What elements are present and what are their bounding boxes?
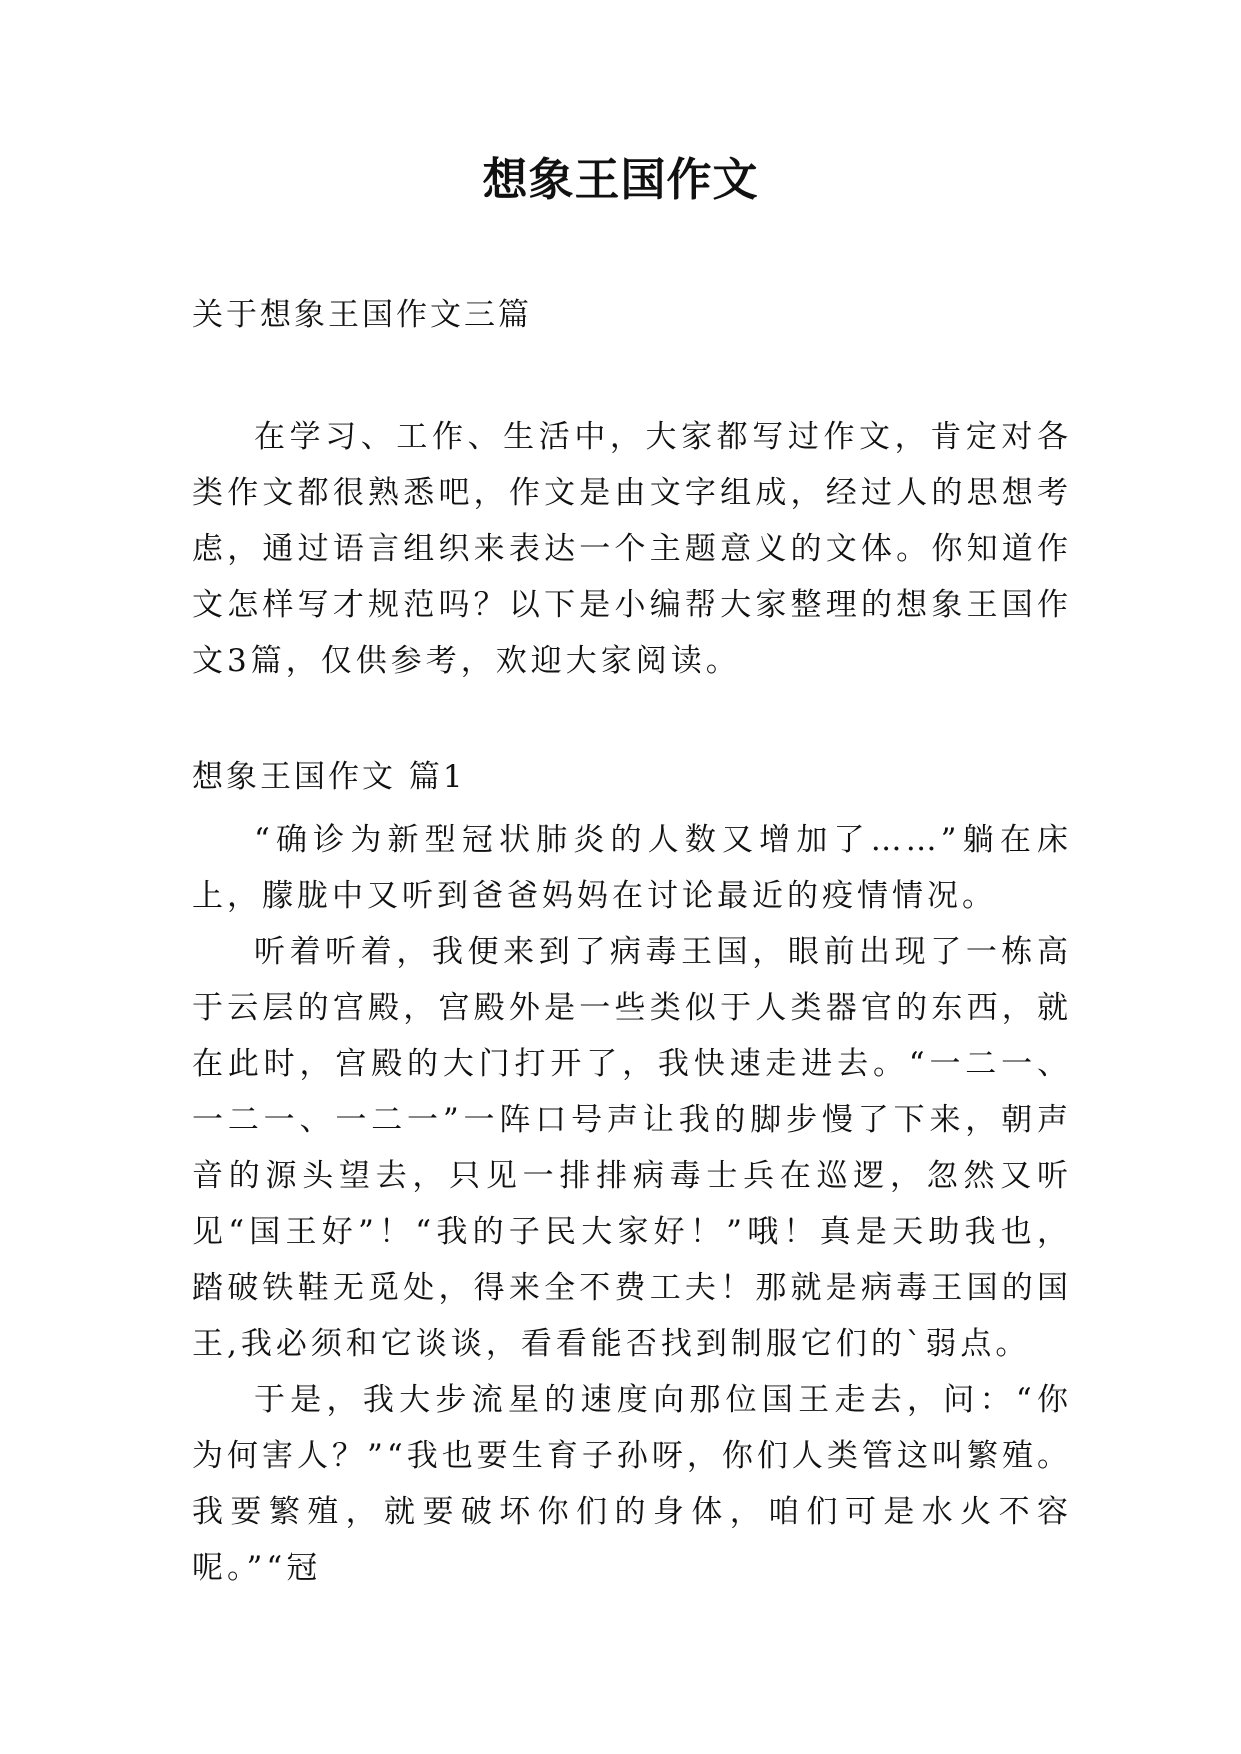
essay-paragraph: “确诊为新型冠状肺炎的人数又增加了……”躺在床上，朦胧中又听到爸爸妈妈在讨论最近的疫情情况。 (192, 822, 1072, 914)
essay-heading: 想象王国作文 篇1 (192, 759, 466, 795)
document-title: 想象王国作文 (482, 153, 759, 206)
intro-paragraph: 在学习、工作、生活中，大家都写过作文，肯定对各类作文都很熟悉吧，作文是由文字组成，经过人的思想考虑，通过语言组织来表达一个主题意义的文体。你知道作文怎样写才规范吗？以下是小编帮大家整理的想象王国作文3篇，仅供参考，欢迎大家阅读。 (192, 419, 1072, 679)
intro-section (192, 409, 1072, 689)
essay-paragraph: 听着听着，我便来到了病毒王国，眼前出现了一栋高于云层的宫殿，宫殿外是一些类似于人类器官的东西，就在此时，宫殿的大门打开了，我快速走进去。“一二一、一二一、一二一”一阵口号声让我的脚步慢了下来，朝声音的源头望去，只见一排排病毒士兵在巡逻，忽然又听见“国王好”！“我的子民大家好！”哦！真是天助我也，踏破铁鞋无觅处，得来全不费工夫！那就是病毒王国的国王,我必须和它谈谈，看看能否找到制服它们的`弱点。 (192, 934, 1072, 1362)
essay-body (192, 812, 1072, 1596)
document-subtitle: 关于想象王国作文三篇 (192, 297, 532, 333)
essay-paragraph: 于是，我大步流星的速度向那位国王走去，问：“你为何害人？”“我也要生育子孙呀，你们人类管这叫繁殖。我要繁殖，就要破坏你们的身体，咱们可是水火不容呢。”“冠 (192, 1382, 1072, 1586)
